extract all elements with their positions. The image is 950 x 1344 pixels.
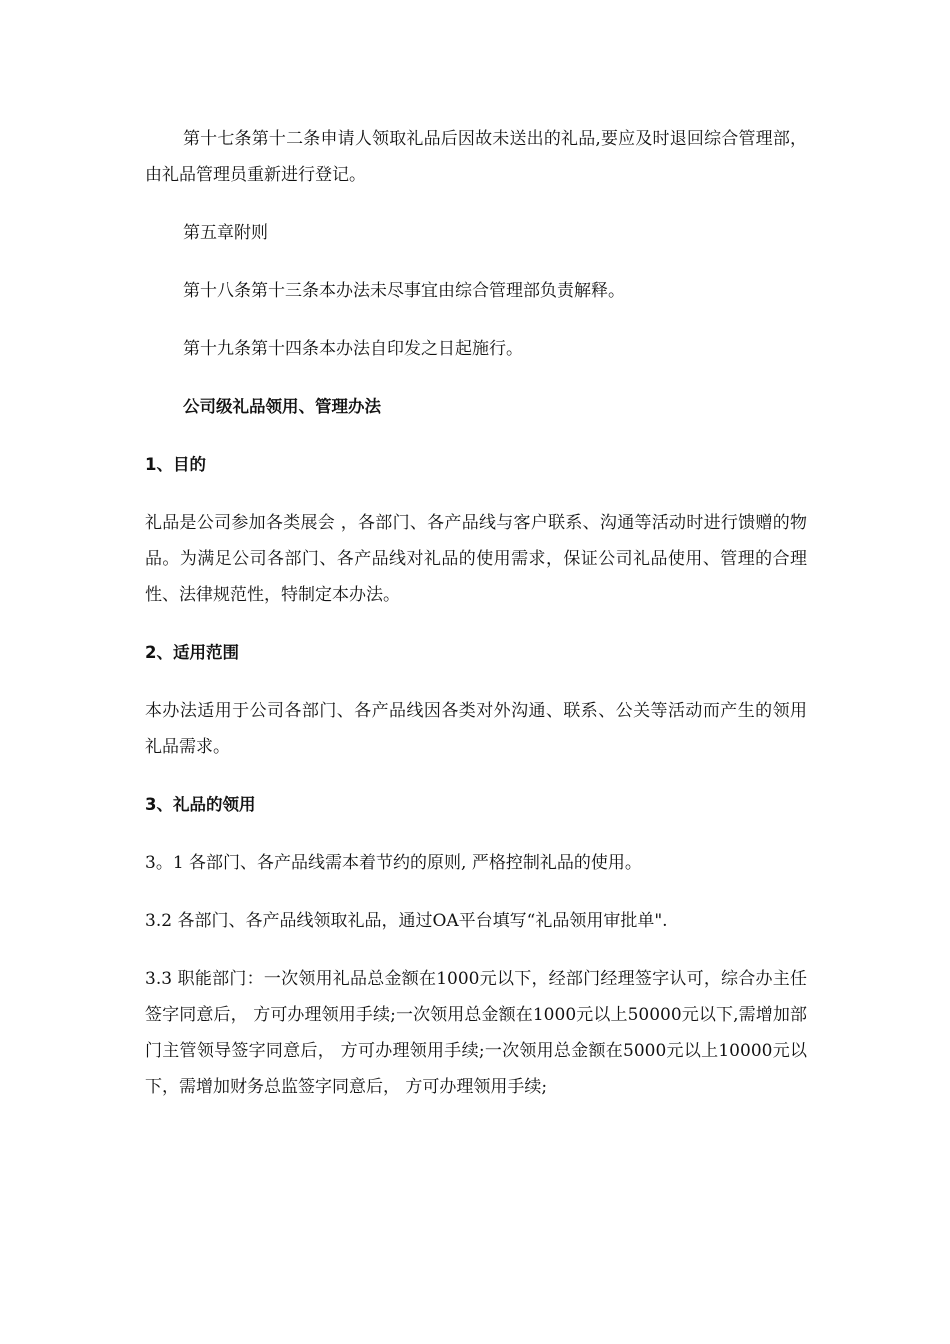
clause-3-1-paragraph: 3。1 各部门、各产品线需本着节约的原则, 严格控制礼品的使用。	[145, 853, 642, 873]
scope-paragraph: 本办法适用于公司各部门、各产品线因各类对外沟通、联系、公关等活动而产生的领用礼品需求。	[145, 701, 807, 757]
document-title: 公司级礼品领用、管理办法	[183, 397, 381, 416]
article-18-paragraph: 第十八条第十三条本办法未尽事宜由综合管理部负责解释。	[183, 281, 625, 301]
section-3-heading: 3、礼品的领用	[145, 795, 256, 814]
clause-3-2-paragraph: 3.2 各部门、各产品线领取礼品，通过OA平台填写“礼品领用审批单".	[145, 911, 668, 931]
chapter-5-heading: 第五章附则	[183, 223, 268, 243]
article-19-paragraph: 第十九条第十四条本办法自印发之日起施行。	[183, 339, 523, 359]
section-2-heading: 2、适用范围	[145, 643, 239, 662]
purpose-paragraph: 礼品是公司参加各类展会 ，各部门、各产品线与客户联系、沟通等活动时进行馈赠的物品。为满足公司各部门、各产品线对礼品的使用需求，保证公司礼品使用、管理的合理性、法律规范性，特制定本办法。	[145, 513, 807, 605]
article-17-paragraph: 第十七条第十二条申请人领取礼品后因故未送出的礼品,要应及时退回综合管理部，由礼品管理员重新进行登记。	[145, 129, 807, 185]
section-1-heading: 1、目的	[145, 455, 206, 474]
document-body	[145, 121, 807, 1105]
clause-3-3-paragraph: 3.3 职能部门：一次领用礼品总金额在1000元以下，经部门经理签字认可，综合办主任签字同意后， 方可办理领用手续;一次领用总金额在1000元以上50000元以下,需增加部门主管领导签字同意后， 方可办理领用手续;一次领用总金额在5000元以上10000元以下，需增加财务总监签字同意后， 方可办理领用手续;	[145, 969, 807, 1097]
